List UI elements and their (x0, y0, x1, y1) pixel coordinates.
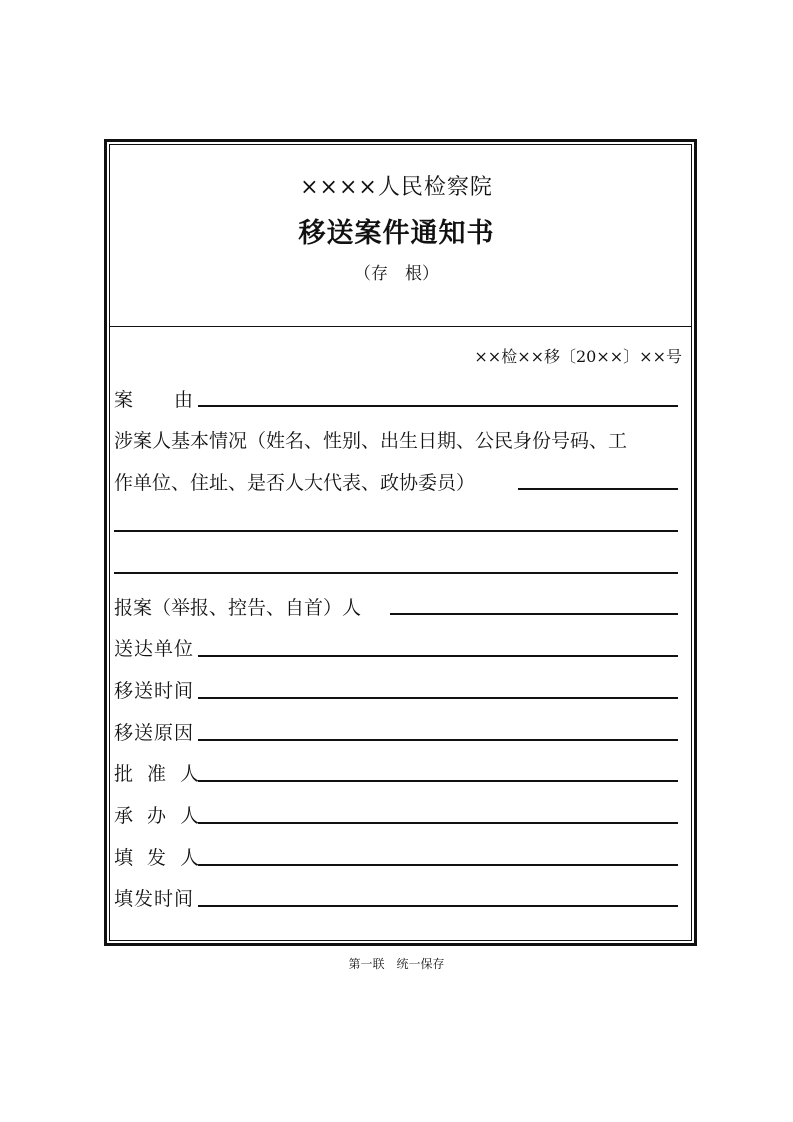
case-cause-field[interactable] (198, 405, 678, 407)
handler-field[interactable] (198, 822, 678, 824)
involved-person-label-line2: 作单位、住址、是否人大代表、政协委员） (114, 472, 476, 494)
reporter-field[interactable] (390, 613, 678, 615)
delivery-unit-label: 送达单位 (114, 638, 195, 660)
issuer-label: 填 发 人 (114, 847, 204, 869)
handler-label: 承 办 人 (114, 805, 204, 827)
stub-label: （存 根） (354, 264, 439, 284)
issuer-field[interactable] (198, 864, 678, 866)
transfer-reason-label: 移送原因 (114, 722, 195, 744)
document-number: ××检××移〔20××〕××号 (474, 347, 682, 366)
transfer-time-label: 移送时间 (114, 680, 195, 702)
header-divider (110, 326, 691, 327)
approver-field[interactable] (198, 780, 678, 782)
reporter-label: 报案（举报、控告、自首）人 (114, 597, 362, 619)
copy-note: 第一联 统一保存 (348, 957, 445, 971)
transfer-time-field[interactable] (198, 697, 678, 699)
involved-person-field-2[interactable] (114, 530, 678, 532)
involved-person-label-line1: 涉案人基本情况（姓名、性别、出生日期、公民身份号码、工 (114, 430, 628, 452)
approver-label: 批 准 人 (114, 763, 204, 785)
involved-person-field-3[interactable] (114, 572, 678, 574)
involved-person-field-1[interactable] (518, 488, 678, 490)
transfer-reason-field[interactable] (198, 739, 678, 741)
case-cause-label: 案 由 (114, 389, 195, 411)
delivery-unit-field[interactable] (198, 655, 678, 657)
issue-time-field[interactable] (198, 905, 678, 907)
issue-time-label: 填发时间 (114, 888, 195, 910)
procuratorate-name: ××××人民检察院 (300, 175, 493, 200)
document-title: 移送案件通知书 (298, 218, 495, 249)
